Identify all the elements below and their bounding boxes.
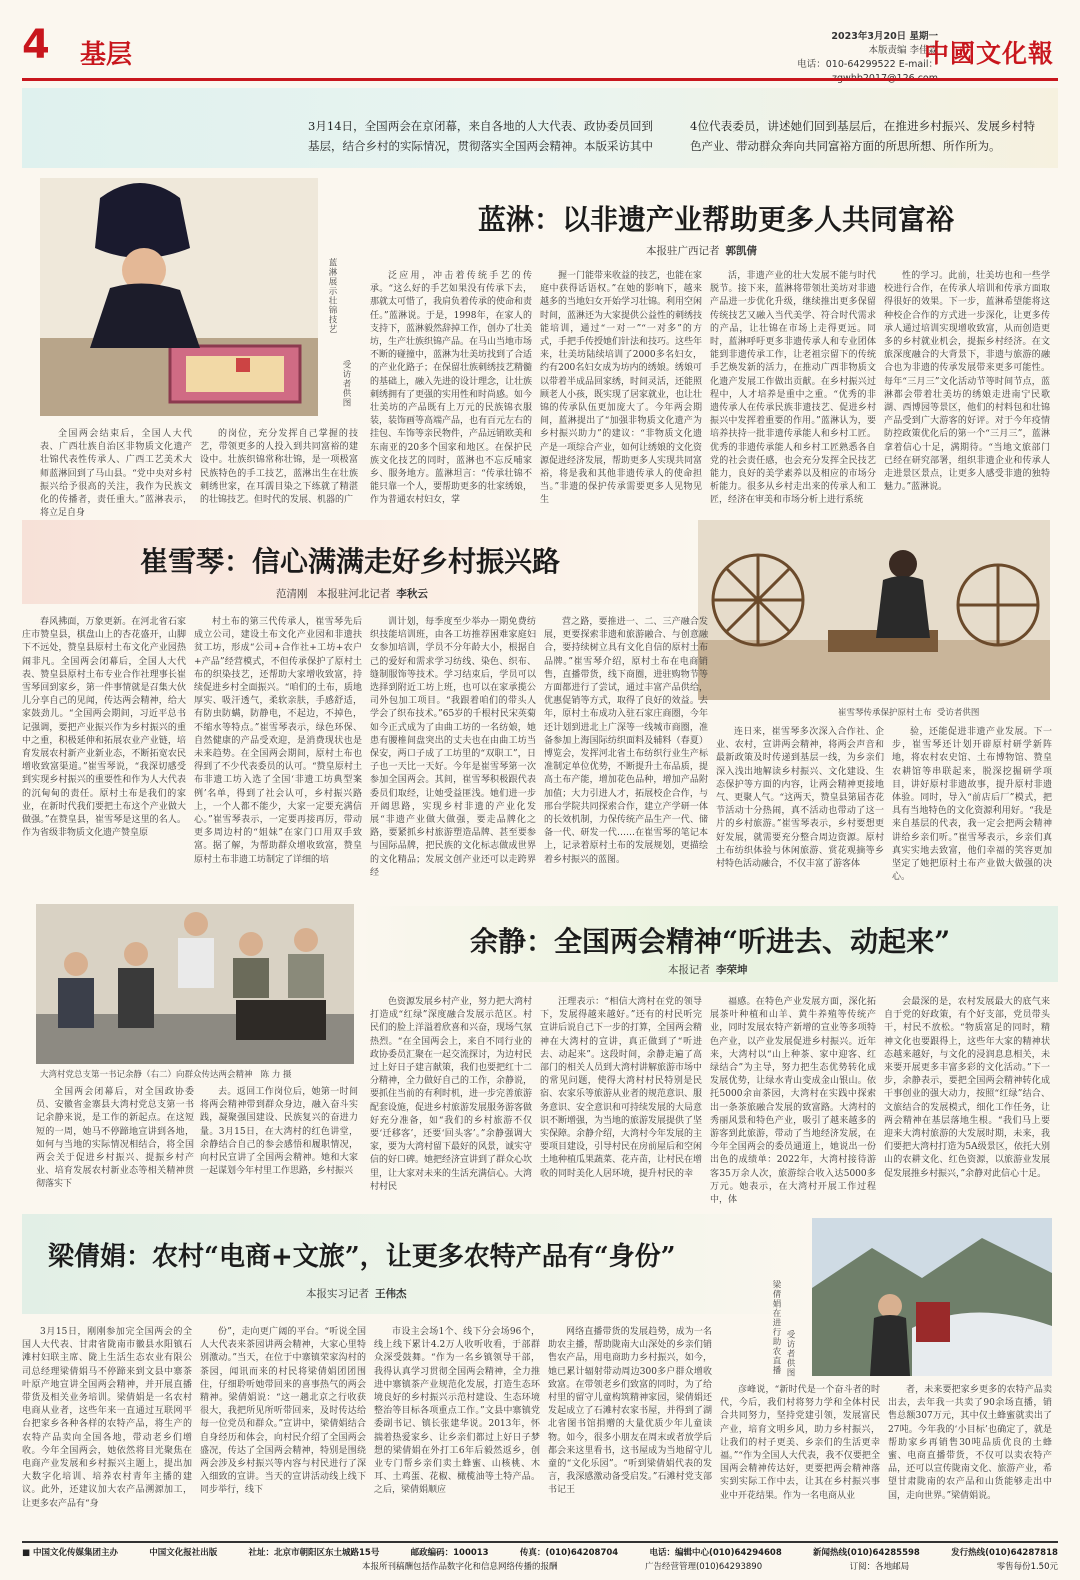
article1-photo-caption: 蓝淋展示壮锦技艺 xyxy=(327,258,337,334)
article2-column-4: 营之路，要推进一、二、三产融合发展，更要探索非遗和旅游融合、与创意融合，要持续树立具有文化自信的原村土布品牌。”崔雪琴介绍，原村土布在电商销售，直播带货，线下商圈，进驻购物节等方面都进行了尝试，通过丰富产品供给，优惠促销等方式，取得了良好的效益。去年，原村土布成功入驻石家庄商圈，今年还计划到进北上广深等一线城市商圈，准备参加上海国际纺织面料及辅料（春夏）博览会，发挥河北省土布纺织行业生产标准制定单位优势，不断提升土布品质，提高土布产能，增加花色品种，增加产品附加值；大力引进人才，拓展校企合作，与邢台学院共同探索合作，建立产学研一体的长效机制，力保传统产品生产一代、储备一代、研发一代……在崔雪琴的笔记本上，记录着原村土布的发展规划，更描绘着乡村振兴的蓝图。 xyxy=(544,617,708,865)
page-editor: 本版责编 李佳霖 xyxy=(868,45,938,56)
article4-column-3: 市设主会场1个、线下分会场96个，线上线下累计4.2万人收听收看，于部群众深受鼓舞。“作为一名乡镇领导干部，我得认真学习贯彻全国两会精神，全力推进中寨镇茶产业规范化发展，打造生态环境良好的乡村振兴示范村建设、生态环境整治等目标各项重点工作。”文县中寨镇党委副书记、镇长张建华说。2013年，怀揣着热爱家乡、让乡亲们都过上好日子梦想的梁倩娟在外打工6年后毅然返乡，创业专门帮乡亲们卖土蜂蜜、山核桃、木耳、土鸡蛋、花椒、橄榄油等土特产品。之后，梁倩娟顺应 xyxy=(374,1327,540,1496)
contact-info: 电话：010-64299522 E-mail： xyxy=(797,59,938,70)
page-footer xyxy=(22,1541,1058,1573)
footer-editorial-phone: 电话：编辑中心(010)64294608 xyxy=(649,1548,782,1558)
footer-row-2 xyxy=(22,1560,1058,1572)
byline-author: 范清刚 xyxy=(276,588,308,600)
article4-column-2: 份”，走向更广阔的平台。“听说全国人大代表来茶园讲两会精神，大家心里特别激动。”当天，在位于中寨镇荣家沟村的茶园，闻讯而来的村民将梁倩娟团团围住，仔细聆听她带回来的喜事热气的两会精神。梁倩娟说：“这一趟北京之行收获很大，我把所见所听带回来，及时传达给每一位党员和群众。”宣讲中，梁倩娟结合自身经历和体会，向村民介绍了全国两会盛况，传达了全国两会精神，特别是围绕两会涉及乡村振兴等内容与村民进行了深入细致的宣讲。当天的宣讲活动线上线下同步举行，线下 xyxy=(200,1327,366,1496)
section-title: 基层 xyxy=(80,40,133,70)
article2-byline xyxy=(276,586,428,601)
article4-byline xyxy=(306,1286,407,1301)
article3-column-4: 汪理表示：“相信大湾村在党的领导下，发展得越来越好。”还有的村民听完宣讲后说自己下一步的打算，全国两会精神在大湾村的宣讲，真正做到了“听进去、动起来”。这段时间，余静走遍了高部门的相关人员到大湾村讲解旅游市场中的常见问题，使得大湾村村民特别是民宿、农家乐等旅游从业者的规范意识、服务意识、安全意识和可持续发展的大局意识不断增强，为当地的旅游发展提供了坚实保障。余静介绍，大湾村今年发展的主要项目建设，引导村民在房前屋后和空闲土地种植瓜果蔬菜、花卉苗，让村民在增收的同时美化人居环境，提升村民的幸 xyxy=(540,997,703,1179)
footer-price: 零售每份1.50元 xyxy=(996,1562,1058,1572)
article2-column-2: 村土布的第三代传承人，崔雪琴先后成立公司，建设土布文化产业园和非遗扶贫工坊，形成“公司+合作社+工坊+农户+产品”经营模式，不但传承保护了原村土布的织染技艺，还帮助大家增收致富，持续促进乡村全面振兴。“咱们的土布，质地厚实、吸汗透气，柔软亲肤，手感舒适，有防虫防螨，防静电，不起边，不掉色，不缩水等特点。”崔雪琴表示，绿色环保、自然健康的产品受欢迎，是消费现状也是未来趋势。在全国两会期间，原村土布也得到了不少代表委员的认可。“赞皇原村土布非遗工坊入选了全国‘非遗工坊典型案例’名单，得到了社会认可，乡村振兴路上，一个人都不能少，大家一定要充满信心。”崔雪琴表示，一定要再接再厉，带动更多周边村的“姐妹”在家门口用双手致富。据了解，为帮助群众增收致富，赞皇原村土布非遗工坊制定了详细的培 xyxy=(194,617,362,865)
byline-name: 李荣坤 xyxy=(716,964,748,976)
footer-address: 社址：北京市朝阳区东土城路15号 xyxy=(248,1548,380,1558)
footer-printer: 中国文化报社出版 xyxy=(149,1548,218,1558)
intro-text-right: 4位代表委员，讲述她们回到基层后，在推进乡村振兴、发展乡村特色产业、带动群众奔向共同富裕方面的所思所想、所作所为。 xyxy=(690,119,1035,153)
article1-column-1: 全国两会结束后，全国人大代表、广西壮族自治区非物质文化遗产壮锦代表性传承人、广西工艺美术大师蓝淋回到了马山县。“党中央对乡村振兴给予很高的关注，我作为民族文化的传播者，责任重大。”蓝淋表示，将立足自身 xyxy=(40,429,192,519)
article4-photo-caption: 梁倩娟在进行助农直播 xyxy=(771,1280,781,1375)
article4-photo-credit: 受访者供图 xyxy=(785,1330,795,1378)
byline-name: 郭凯倩 xyxy=(725,245,757,257)
issue-date: 2023年3月20日 星期一 xyxy=(831,31,938,42)
article3-byline xyxy=(668,962,748,977)
article4-column-4: 网络直播带货的发展趋势，成为一名助农主播，帮助陇南大山深处的乡亲们销售农产品，用电商助力乡村振兴，如今，她已累计辐射带动周边300多户群众增收致富。在带领老乡们致富的同时，为了给村里的留守儿童构筑精神家园，梁倩娟还发起成立了石滩村农家书屋，并得到了湖北省图书馆捐赠的大量优质少年儿童读物。如今，很多小朋友在周末或者放学后都会来这里看书，这书屋成为当地留守儿童的“文化乐园”。“听到梁倩娟代表的发言，我深感激动备受启发。”石滩村党支部书记王 xyxy=(548,1327,712,1496)
article3-column-6: 会最深的是，农村发展最大的底气来自于党的好政策，有个好支部，党员带头干，村民不放松。“物质富足的同时，精神文化也要跟得上，这些年大家的精神状态越来越好，与文化的浸润息息相关，未来要开展更多丰富多彩的文化活动。”下一步，余静表示，要把全国两会精神转化成干事创业的强大动力，按照“红绿”结合、文旅结合的发展模式，细化工作任务，让两会精神在基层落地生根。“我们马上要迎来大湾村旅游的大发展时期，未来，我们要把大湾村打造为5A级景区，依托大别山的农耕文化、红色资源，以旅游业发展促发展推乡村振兴，”余静对此信心十足。 xyxy=(884,997,1050,1179)
article1-photo xyxy=(40,178,318,416)
masthead xyxy=(22,22,1058,80)
article4-column-6: 者，未来要把家乡更多的农特产品卖出去，去年我一共卖了90余场直播，销售总额307万元，其中仅土蜂蜜就卖出了27吨。今年我的‘小目标’也确定了，就是帮助家乡再销售30吨品质优良的土蜂蜜、电商直播带货，不仅可以卖农特产品，还可以宣传陇南文化、旅游产业，希望甘肃陇南的农产品和山货能够走出中国，走向世界。”梁倩娟说。 xyxy=(888,1385,1052,1501)
footer-news-hotline: 新闻热线(010)64285598 xyxy=(813,1548,920,1558)
article2-photo-caption: 崔雪琴传承保护原村土布 受访者供图 xyxy=(838,708,980,718)
masthead-rule xyxy=(22,78,1058,81)
article3-column-5: 福感。在特色产业发展方面，深化拓展茶叶种植和山羊、黄牛养殖等传统产业，同时发展农特产新增的宣业等多项特色产业，以产业发展促进乡村振兴。近年来，大湾村以“山上种茶、家中迎客、红绿结合”为主导，努力把生态优势转化成发展优势，让绿水青山变成金山银山。依托5000余亩茶园，大湾村在实践中探索出一条茶旅融合发展的致富路。大湾村的秀丽风景和特色产业，吸引了越来越多的游客到此旅游，带动了当地经济发展，在今年全国两会的委员通道上，她说出一份出色的成绩单：2022年，大湾村接待游客35万余人次，旅游综合收入达5000多万元。她表示，在大湾村开展工作过程中，体 xyxy=(710,997,876,1206)
article4-column-5: 彦峰说，“新时代是一个奋斗者的时代，今后，我们村将努力学和全体村民合共同努力，坚持党建引领，发展富民产业，培育文明乡风，助力乡村振兴，让我们的村子更美、乡亲们的生活更幸福。”“作为全国人大代表，我不仅要把全国两会精神传达好，更要把两会精神落实到实际工作中去，让其在乡村振兴事业中开花结果。作为一名电商从业 xyxy=(720,1385,880,1501)
article4-column-1: 3月15日，刚刚参加完全国两会的全国人大代表、甘肃省陇南市徽县水阳镇石滩村妇联主席、陇上生活生态农业有限公司总经理梁倩娟马不停蹄来到文县中寨茶叶原产地宣讲全国两会精神，并开展直播带货及相关业务培训。梁倩娟是一名农村电商从业者，这些年来一直通过互联网平台把家乡各种各样的农特产品，将生产的农特产品卖向全国各地，带动老乡们增收。今年全国两会，她依然将目光聚焦在电商产业发展和乡村振兴主题上，提出加大数字化培训、培养农村青年主播的建议。此外，还建议加大农产品溯源加工，让更多农产品有“身 xyxy=(22,1327,192,1509)
article3-photo xyxy=(36,904,354,1064)
byline-name: 王伟杰 xyxy=(375,1288,407,1300)
article1-column-6: 性的学习。此前，壮美坊也和一些学校进行合作，在传承人培训和传承方面取得很好的效果。下一步，蓝淋希望能将这种校企合作的方式进一步深化，让更多传承人通过培训实现增收致富，从而创造更多的乡村就业机会，提振乡村经济。在文旅深度融合的大背景下，非遗与旅游的融合也为非遗的传承发展带来更多可能性。每年“三月三”文化活动节等时间节点，蓝淋都会带着壮美坊的绣娘走进南宁民歌湖、西博园等景区，他们的村料包和壮锦产品受到广大游客的好评。对于今年疫情防控政策优化后的第一个“三月三”，蓝淋拿着信心十足，满期待。“当地文旅部门已经在研究部署，组织非遗企业和传承人走进景区景点，让更多人感受非遗的独特魅力。”蓝淋说。 xyxy=(884,271,1050,493)
intro-banner xyxy=(22,88,1058,168)
footer-ad-phone: 广告经营管理(010)64293890 xyxy=(644,1562,763,1572)
footer-publisher: ■ 中国文化传媒集团主办 xyxy=(22,1548,118,1558)
article3-column-2: 去。返回工作岗位后，她第一时间将两会精神带到群众身边，融入奋斗实践，凝聚强国建设、民族复兴的奋进力量。3月15日，在大湾村的红色讲堂，余静结合自己的参会感悟和履职情况，向村民宣讲了全国两会精神。她和大家一起谋划今年村里工作思路，乡村振兴 xyxy=(200,1087,358,1177)
article2-column-5: 连日来，崔雪琴多次深入合作社、企业、农村，宣讲两会精神，将两会声音和最新政策及时传递到基层一线，为乡亲们深入浅出地解读乡村振兴、文化建设、生态保护等方面的内容，让两会精神更接地气、更聚人气。“这两天，赞皇县第届杏花节活动十分热闹，真不活动也带动了这一片的乡村旅游。”崔雪琴表示，乡村要想更好发展，就需要充分整合周边资源。原村土布纺织体验与休闲旅游、赏花观摘等乡村特色活动融合，不仅丰富了游客体 xyxy=(716,727,884,870)
article1-column-2: 的岗位，充分发挥自己掌握的技艺，带领更多的人投入到共同富裕的建设中。壮族织锦常称壮锦，是一项极富民族特色的手工技艺，蓝淋出生在壮族刺绣世家，在耳濡目染之下练就了精湛的壮锦技艺。但时代的发展、机器的广 xyxy=(200,429,358,506)
article2-photo xyxy=(698,520,1050,700)
article1-column-4: 握一门能带来收益的技艺，也能在家庭中获得话语权。”在她的影响下，越来越多的当地妇女开始学习壮锦。利用空闲时间，蓝淋还为大家提供公益性的刺绣技能培训，通过“一对一”“一对多”的方式，手把手传授她们针法和技巧。这些年来，壮美坊陆续培训了2000多名妇女，约有200名妇女成为坊内的绣娘。绣娘可以带着半成品回家绣，时间灵活，还能照顾老人小孩，既实现了居家就业，也让壮锦的传承队伍更加庞大了。今年两会期间，蓝淋提出了“加强非物质文化遗产为乡村振兴助力”的建议：“非物质文化遗产是一项综合产业，如何让绣娘的文化资源促进经济发展，帮助更多人实现共同富裕，将是我和其他非遗传承人的使命担当。”非遗的保护传承需要更多人见物见生 xyxy=(540,271,703,506)
page-number: 4 xyxy=(22,22,50,68)
article1-column-3: 泛应用，冲击着传统手艺的传承。“这么好的手艺如果没有传承下去，那就太可惜了，我肩负着传承的使命和责任。”蓝淋说。于是，1998年，在家人的支持下，蓝淋毅然辞掉工作，创办了壮美坊，生产壮族织锦产品。在马山当地市场不断的碰撞中，蓝淋为壮美坊找到了合适的产业化路子；在保留壮族刺绣技艺精髓的基础上，融入先进的设计理念，让壮族刺绣拥有了更强的实用性和时尚感。如今壮美坊的产品既有上万元的民族锦衣服装，装饰画等高端产品，也有百元左右的挂包、车饰等亲民物件，产品远销欧美和东南亚的20多个国家和地区。在保护民族文化技艺的同时，蓝淋也不忘反哺家乡、服务地方。蓝淋坦言：“传承壮锦不能只靠一个人，要帮助更多的壮家绣娘，作为普通农村妇女，掌 xyxy=(370,271,533,506)
article4-headline: 梁倩娟：农村“电商+文旅”，让更多农特产品有“身份” xyxy=(48,1242,676,1272)
article4-photo xyxy=(812,1218,1052,1376)
footer-royalty-note: 本报所刊稿酬包括作品数字化和信息网络传播的报酬 xyxy=(362,1562,558,1572)
article2-column-3: 训计划，每季度至少举办一期免费纺织技能培训班，由各工坊推荐困难家庭妇女参加培训，学员不分年龄大小，根据自己的爱好和需求学习纺线、染色、织布、缝制服饰等技术。学习结束后，学员可以选择到附近工坊上班，也可以在家承揽公司外包加工项目。“我跟着咱们的带头人学会了织布技术。”65岁的千根村民宋英菊如今正式成为了由曲工坊的一名纺娘，她患有腰椎间盘突出的丈夫也在由曲工坊当保安，两口子成了工坊里的“双职工”，日子也一天比一天好。今年是崔雪琴第一次参加全国两会。其间，崔雪琴积极跟代表委员们取经，让她受益匪浅。她们进一步开阔思路，实现乡村非遗的产业化发展“非遗产业做大做强，要走品牌化之路，要紧抓乡村旅游塑造品牌、甚至要参与国际品牌，把民族的文化标志做成世界的文化精品；发展文创产业还可以走跨界经 xyxy=(370,617,536,878)
article3-column-1: 全国两会闭幕后，对全国政协委员、安徽省金寨县大湾村党总支第一书记余静来说，是工作的新起点。在这短短的一周，她马不停蹄地宣讲到各地，如何与当地的实际情况相结合，将全国两会关于促进乡村振兴、提振乡村产业、培育发展农村新业态等相关精神贯彻落实下 xyxy=(36,1087,194,1190)
article1-headline: 蓝淋：以非遗产业帮助更多人共同富裕 xyxy=(478,203,955,236)
article1-photo-credit: 受访者供图 xyxy=(341,360,351,408)
article1-byline xyxy=(646,243,757,258)
footer-subscription: 订阅：各地邮局 xyxy=(849,1562,910,1572)
footer-fax: 传真：(010)64208704 xyxy=(519,1548,619,1558)
byline-role: 本报实习记者 xyxy=(306,1288,369,1300)
byline-role: 本报驻河北记者 xyxy=(316,588,391,600)
newspaper-logo: 中國文化報 xyxy=(923,39,1054,68)
article1-column-5: 活，非遗产业的壮大发展不能与时代脱节。接下来，蓝淋将带领壮美坊对非遗产品进一步优化升级，继续推出更多保留传统技艺又融入当代美学、符合时代需求的产品，让壮锦在市场上走得更远。同时，蓝淋呼吁更多非遗传承人和专业团体能到非遗传承工作，让老祖宗留下的传统手艺焕发新的活力，在推动广西非物质文化遗产发展工作做出贡献。在乡村振兴过程中，人才培养是重中之重。“优秀的非遗传承人在传承民族非遗技艺、促进乡村振兴中发挥着重要的作用。”蓝淋认为，要培养扶持一批非遗传承能人和乡村工匠。优秀的非遗传承能人和乡村工匠熟悉各自党的社会责任感，也会充分发挥全民技艺能力，良好的美学素养以及相应的市场分析能力。很多从乡村走出来的传承人和工匠，经济在审美和市场分析上进行系统 xyxy=(710,271,876,506)
footer-postcode: 邮政编码：100013 xyxy=(410,1548,489,1558)
article3-column-3: 色资源发展乡村产业，努力把大湾村打造成“红绿”深度融合发展示范区。村民们的脸上洋溢着欣喜和兴奋，现场气氛热烈。“在全国两会上，来自不同行业的政协委员汇聚在一起交流探讨，为边村民过上好日子建言献策，我们也要把红十二分精神，全力做好自己的工作，余静说，要抓住当前的有利时机，进一步完善旅游配套设施，促进乡村旅游发展服务游客做好充分准备，如“我们的乡村旅游不仅要‘迁移客’，还要‘回头客’。”余静强调大家，要为大湾村留下最好的风景，诚实守信的好口碑。她把经济宣讲到了群众心坎里，让大家对未来的生活充满信心。大湾村村民 xyxy=(370,997,533,1192)
byline-role: 本报记者 xyxy=(668,964,710,976)
intro-text-left: 3月14日，全国两会在京闭幕，来自各地的人大代表、政协委员回到基层，结合乡村的实际情况，贯彻落实全国两会精神。本版采访其中 xyxy=(308,119,653,153)
article3-photo-caption: 大湾村党总支第一书记余静（右二）向群众传达两会精神 陈 力 摄 xyxy=(40,1070,292,1080)
byline-role: 本报驻广西记者 xyxy=(646,245,720,257)
article2-headline: 崔雪琴：信心满满走好乡村振兴路 xyxy=(140,545,561,578)
article3-headline: 余静：全国两会精神“听进去、动起来” xyxy=(470,925,951,958)
article2-column-6: 验，还能促进非遗产业发展。下一步，崔雪琴还计划开辟原村研学新阵地，将农村农史馆、土布博物馆、赞皇农耕馆等串联起来，脱深挖掘研学项目，讲好原村非遗故事，提升原村非遗体验。同时，导入“前店后厂”模式，把具有当地特色的文化资源利用好。“我是来自基层的代表，我一定会把两会精神讲给乡亲们听。”崔雪琴表示，乡亲们真真实实地去致富，他们幸福的笑容更加坚定了她把原村土布产业做大做强的决心。 xyxy=(892,727,1052,883)
byline-name: 李秋云 xyxy=(396,588,428,600)
footer-distribution-hotline: 发行热线(010)64287818 xyxy=(951,1548,1058,1558)
article2-column-1: 春风拂面，万象更新。在河北省石家庄市赞皇县，棋盘山上的杏花盛开，山脚下不远处，赞皇县原村土布文化产业园热闹非凡。全国两会闭幕后，全国人大代表、赞皇县原村土布专业合作社理事长崔雪琴回到家乡，第一件事情就是召集大伙儿分享自己的见闻，传达两会精神，给大家鼓劲儿。“全国两会期间，习近平总书记强调，要把产业振兴作为乡村振兴的重中之重，积极延伸和拓展农业产业链，培育发展农村新产业新业态，不断拓宽农民增收致富渠道。”崔雪琴说，“我深切感受到实现乡村振兴的重要性和作为人大代表的沉甸甸的责任。原村土布是我们的家业，在新时代我们要把土布这个产业做大做强。”在赞皇县，崔雪琴是这里的名人。作为省级非物质文化遗产赞皇原 xyxy=(22,617,186,839)
footer-row-1 xyxy=(22,1546,1058,1558)
